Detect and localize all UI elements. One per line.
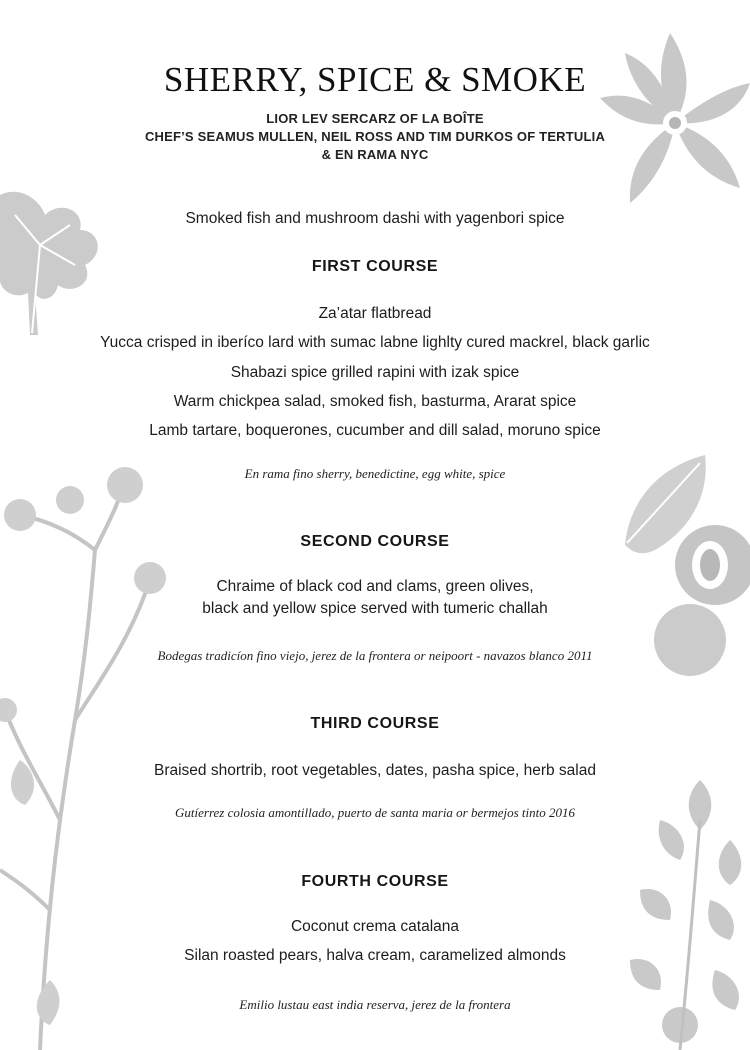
wine-pairing: Bodegas tradicíon fino viejo, jerez de la frontera or neipoort - navazos blanco 2011 bbox=[157, 648, 593, 663]
menu-title: SHERRY, SPICE & SMOKE bbox=[163, 60, 587, 99]
menu-item: Silan roasted pears, halva cream, caramelized almonds bbox=[184, 947, 566, 964]
course-heading-fourth: FOURTH COURSE bbox=[301, 873, 449, 890]
subtitle-line: CHEF’S SEAMUS MULLEN, NEIL ROSS AND TIM DURKOS OF TERTULIA bbox=[144, 129, 606, 144]
menu-item: Warm chickpea salad, smoked fish, basturma, Ararat spice bbox=[173, 393, 577, 410]
menu-item: Za’atar flatbread bbox=[318, 305, 432, 322]
amuse-item: Smoked fish and mushroom dashi with yagenbori spice bbox=[185, 210, 565, 227]
course-heading-first: FIRST COURSE bbox=[311, 258, 439, 275]
course-heading-third: THIRD COURSE bbox=[310, 715, 440, 732]
menu-item: Braised shortrib, root vegetables, dates, pasha spice, herb salad bbox=[153, 762, 596, 779]
menu-item: Lamb tartare, boquerones, cucumber and dill salad, moruno spice bbox=[149, 422, 601, 439]
wine-pairing: Emilio lustau east india reserva, jerez de la frontera bbox=[239, 997, 511, 1012]
subtitle-line: LIOR LEV SERCARZ OF LA BOÎTE bbox=[266, 111, 484, 126]
menu-item: Chraime of black cod and clams, green olives, bbox=[216, 578, 534, 595]
menu-item: Yucca crisped in iberíco lard with sumac labne lighlty cured mackrel, black garlic bbox=[100, 334, 650, 351]
menu-item: Shabazi spice grilled rapini with izak spice bbox=[230, 364, 520, 381]
wine-pairing: Gutíerrez colosia amontillado, puerto de santa maria or bermejos tinto 2016 bbox=[175, 805, 575, 820]
menu-item: Coconut crema catalana bbox=[290, 918, 459, 935]
course-heading-second: SECOND COURSE bbox=[300, 533, 450, 550]
menu-item: black and yellow spice served with tumeric challah bbox=[202, 600, 548, 617]
wine-pairing: En rama fino sherry, benedictine, egg white, spice bbox=[244, 466, 506, 481]
subtitle-line: & EN RAMA NYC bbox=[321, 147, 429, 162]
